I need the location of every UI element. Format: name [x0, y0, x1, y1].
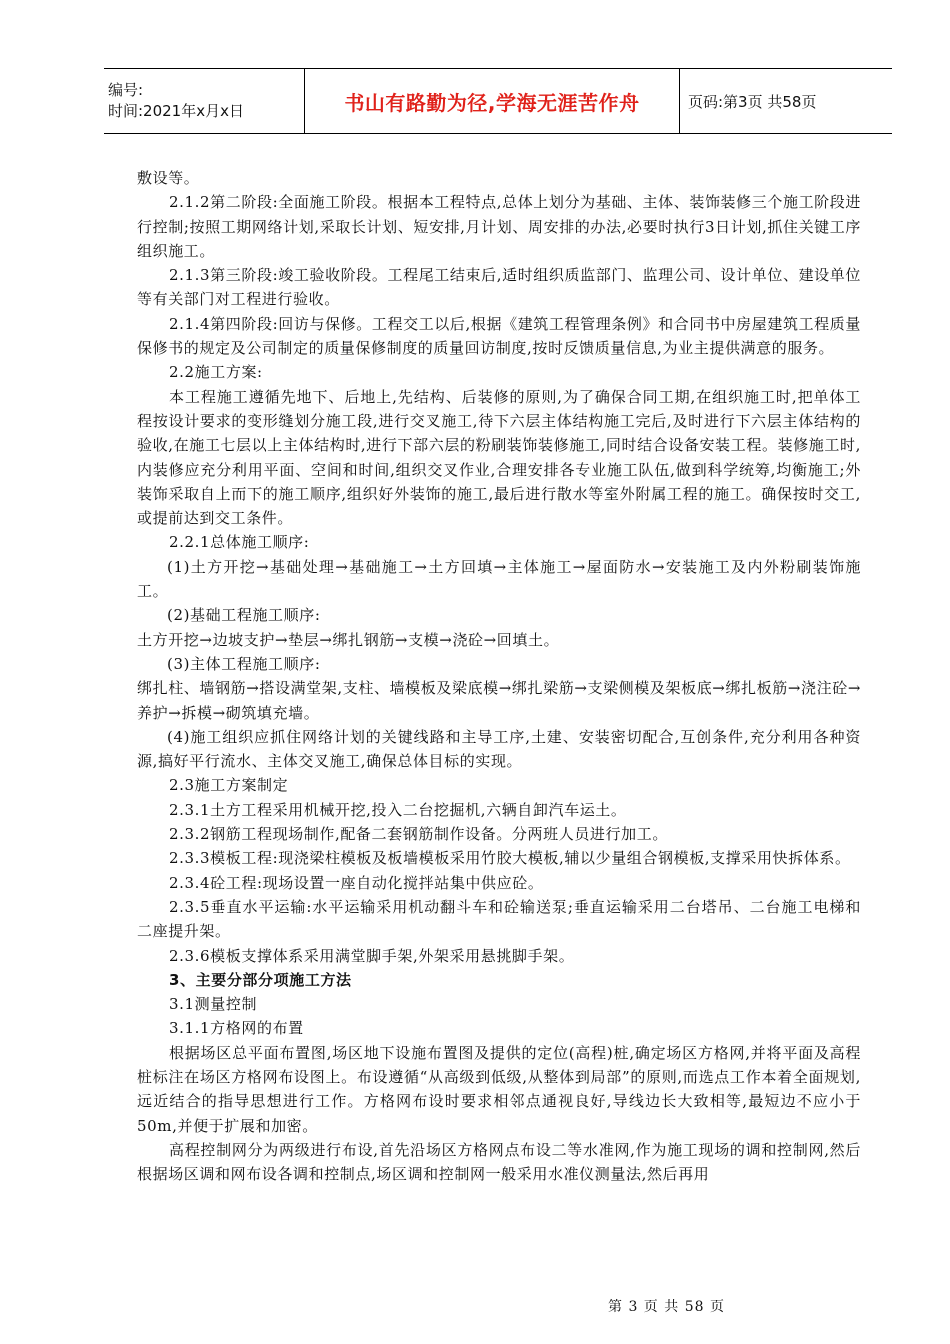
paragraph: 2.1.3第三阶段:竣工验收阶段。工程尾工结束后,适时组织质监部门、监理公司、设计单位、建设单位等有关部门对工程进行验收。 — [137, 266, 861, 309]
paragraph: (3)主体工程施工顺序: — [167, 654, 321, 673]
paragraph: 土方开挖→边坡支护→垫层→绑扎钢筋→支模→浇砼→回填土。 — [137, 630, 560, 649]
paragraph: 本工程施工遵循先地下、后地上,先结构、后装修的原则,为了确保合同工期,在组织施工时,把单体工程按设计要求的变形缝划分施工段,进行交叉施工,待下六层主体结构施工完后,及时进行下六层主体结构的验收,在施工七层以上主体结构时,进行下部六层的粉刷装饰装修施工,同时结合设备安装工程。装修施工时,内装修应充分利用平面、空间和时间,组织交叉作业,合理安排各专业施工队伍,做到科学统筹,均衡施工;外装饰采取自上而下的施工顺序,组织好外装饰的施工,最后进行散水等室外附属工程的施工。确保按时交工,或提前达到交工条件。 — [137, 387, 861, 528]
chapter-heading: 3、主要分部分项施工方法 — [169, 970, 352, 989]
header-motto: 书山有路勤为径,学海无涯苦作舟 — [344, 90, 640, 115]
paragraph: 2.3.1土方工程采用机械开挖,投入二台挖掘机,六辆自卸汽车运土。 — [169, 800, 627, 819]
paragraph: 2.3.2钢筋工程现场制作,配备二套钢筋制作设备。分两班人员进行加工。 — [169, 825, 668, 844]
section-heading: 2.2施工方案: — [169, 363, 263, 382]
section-heading: 3.1测量控制 — [169, 995, 258, 1014]
document-body — [137, 166, 861, 1186]
paragraph: 2.3.4砼工程:现场设置一座自动化搅拌站集中供应砼。 — [169, 873, 544, 892]
document-time-label: 时间:2021年x月x日 — [108, 102, 244, 120]
paragraph: 2.1.4第四阶段:回访与保修。工程交工以后,根据《建筑工程管理条例》和合同书中房屋建筑工程质量保修书的规定及公司制定的质量保修制度的质量回访制度,按时反馈质量信息,为业主提供满意的服务。 — [137, 314, 861, 358]
header-motto-cell — [304, 69, 680, 133]
paragraph: (2)基础工程施工顺序: — [167, 606, 321, 625]
header-page-number: 页码:第3页 共58页 — [688, 92, 817, 111]
header-page-cell — [680, 69, 892, 133]
paragraph: 2.1.2第二阶段:全面施工阶段。根据本工程特点,总体上划分为基础、主体、装饰装修三个施工阶段进行控制;按照工期网络计划,采取长计划、短安排,月计划、周安排的办法,必要时执行3日计划,抓住关键工序组织施工。 — [137, 193, 861, 260]
paragraph: 2.3.6模板支撑体系采用满堂脚手架,外架采用悬挑脚手架。 — [169, 946, 575, 965]
paragraph: 绑扎柱、墙钢筋→搭设满堂架,支柱、墙模板及梁底模→绑扎梁筋→支梁侧模及架板底→绑扎板筋→浇注砼→养护→拆模→砌筑填充墙。 — [137, 679, 861, 722]
paragraph: (1)土方开挖→基础处理→基础施工→土方回填→主体施工→屋面防水→安装施工及内外粉刷装饰施工。 — [137, 557, 861, 601]
section-heading: 2.3施工方案制定 — [169, 776, 289, 795]
page-footer: 第 3 页 共 58 页 — [608, 1299, 725, 1315]
header-meta-cell — [104, 69, 304, 133]
document-number-label: 编号: — [108, 81, 144, 99]
section-heading: 2.2.1总体施工顺序: — [169, 533, 310, 552]
paragraph: 高程控制网分为两级进行布设,首先沿场区方格网点布设二等水准网,作为施工现场的调和控制网,然后根据场区调和网布设各调和控制点,场区调和控制网一般采用水准仪测量法,然后再用 — [137, 1140, 861, 1184]
paragraph: 敷设等。 — [137, 169, 200, 187]
paragraph: 2.3.5垂直水平运输:水平运输采用机动翻斗车和砼输送泵;垂直运输采用二台塔吊、二台施工电梯和二座提升架。 — [137, 897, 861, 941]
section-heading: 3.1.1方格网的布置 — [169, 1019, 304, 1038]
paragraph: 2.3.3模板工程:现浇梁柱模板及板墙模板采用竹胶大模板,辅以少量组合钢模板,支撑采用快拆体系。 — [169, 849, 851, 868]
paragraph: (4)施工组织应抓住网络计划的关键线路和主导工序,土建、安装密切配合,互创条件,充分利用各种资源,搞好平行流水、主体交叉施工,确保总体目标的实现。 — [137, 727, 861, 771]
header-table — [104, 68, 892, 134]
paragraph: 根据场区总平面布置图,场区地下设施布置图及提供的定位(高程)桩,确定场区方格网,并将平面及高程桩标注在场区方格网布设图上。布设遵循“从高级到低级,从整体到局部”的原则,而选点工作本着全面规划,远近结合的指导思想进行工作。方格网布设时要求相邻点通视良好,导线边长大致相等,最短边不应小于50m,并便于扩展和加密。 — [137, 1043, 861, 1135]
